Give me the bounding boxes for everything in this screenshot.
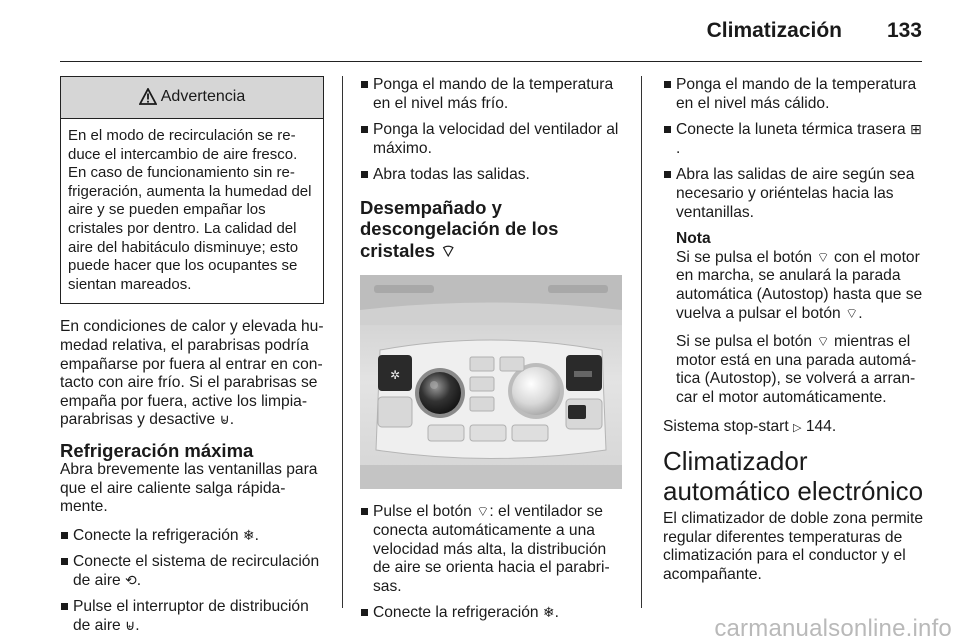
- list-item: Abra todas las salidas.: [360, 166, 622, 185]
- warning-header: [61, 77, 323, 119]
- column-divider: [342, 76, 343, 608]
- max-cooling-list: [60, 527, 324, 636]
- list-item: Conecte la luneta térmica trasera ⊞.: [663, 121, 925, 158]
- warning-triangle-icon: [139, 88, 157, 105]
- warning-title: Advertencia: [160, 88, 246, 106]
- page-reference-link[interactable]: 144.: [805, 417, 837, 435]
- page-number: 133: [886, 19, 922, 42]
- column-1: [60, 76, 324, 642]
- windscreen-defrost-icon: ⌔: [440, 241, 457, 261]
- list-item: Conecte la refrigeración ❄.: [60, 527, 324, 546]
- page-title: Climatización: [706, 19, 842, 42]
- air-distribution-icon: ⊌: [125, 617, 136, 634]
- recirculation-icon: ⟲: [125, 571, 137, 588]
- list-item: Ponga el mando de la temperatura en el nivel más cálido.: [663, 76, 925, 113]
- note-block: [676, 230, 925, 407]
- list-item: Conecte el sistema de recirculación de aire ⟲.: [60, 553, 324, 590]
- column-3: [663, 76, 925, 594]
- air-distribution-icon: ⊌: [219, 411, 230, 428]
- note-paragraph: Si se pulsa el botón ⌔ con el motor en marcha, se anulará la parada automática (Autostop) hasta que se vuelva a pulsar el botón ⌔.: [676, 248, 923, 322]
- defog-list-cont: [663, 76, 925, 222]
- list-item: Ponga la velocidad del ventilador al máximo.: [360, 121, 622, 158]
- warning-box: [60, 76, 324, 304]
- defog-list: [360, 503, 622, 623]
- cooling-snowflake-icon: ❄: [242, 526, 255, 543]
- page-header: [60, 18, 922, 62]
- list-item: Conecte la refrigeración ❄.: [360, 604, 622, 623]
- rear-window-heating-icon: ⊞: [910, 121, 922, 138]
- max-cooling-heading: Refrigeración máxima: [60, 439, 254, 461]
- cooling-snowflake-icon: ❄: [542, 604, 555, 621]
- column-divider: [641, 76, 642, 608]
- windscreen-defrost-icon: ⌔: [845, 304, 859, 321]
- list-item: Pulse el botón ⌔: el ventilador se conecta automáticamente a una velocidad más alta, la distribución de aire se orienta hacia el parabrisas.: [360, 503, 622, 596]
- note-title: Nota: [676, 230, 711, 248]
- watermark: carmanualsonline.info: [714, 615, 952, 642]
- max-cooling-text: Abra brevemente las ventanillas para que el aire caliente salga rápidamente.: [60, 460, 318, 516]
- windscreen-defrost-icon: ⌔: [476, 503, 490, 520]
- list-item: Ponga el mando de la temperatura en el nivel más frío.: [360, 76, 622, 113]
- list-item: Pulse el interruptor de distribución de aire ⊌.: [60, 598, 324, 635]
- section-heading: Climatizador automático electrónico: [663, 446, 924, 507]
- max-cooling-list-cont: [360, 76, 622, 185]
- svg-text:✲: ✲: [389, 368, 401, 383]
- page-reference-icon: ▷: [793, 421, 802, 434]
- note-paragraph: Si se pulsa el botón ⌔ mientras el motor está en una parada automática (Autostop), se volverá a arrancar el motor automáticamente.: [676, 333, 917, 406]
- section-text: El climatizador de doble zona permite regular diferentes temperaturas de climatización para el conductor y el acompañante.: [663, 510, 924, 583]
- windscreen-defrost-icon: ⌔: [816, 333, 830, 350]
- climate-control-panel-photo: [360, 275, 622, 489]
- windscreen-defrost-icon: ⌔: [816, 248, 830, 265]
- humidity-paragraph: En condiciones de calor y elevada humedad relativa, el parabrisas podría empañarse por fuera al entrar en contacto con aire frío. Si el parabrisas se empaña por fuera, active los limpiaparabrisas y desactive ⊌.: [60, 318, 324, 429]
- cross-reference: Sistema stop-start ▷ 144.: [663, 417, 837, 435]
- list-item: Abra las salidas de aire según sea necesario y oriéntelas hacia las ventanillas.: [663, 166, 925, 222]
- warning-body: En el modo de recirculación se reduce el intercambio de aire fresco. En caso de funcionamiento sin refrigeración, aumenta la humedad del aire y se pueden empañar los cristales por dentro. La calidad del aire del habitáculo disminuye; esto puede hacer que los ocupantes se sientan mareados.: [68, 127, 312, 293]
- column-2: [360, 76, 622, 631]
- defog-heading: Desempañado y descongelación de los cristales ⌔: [360, 196, 559, 261]
